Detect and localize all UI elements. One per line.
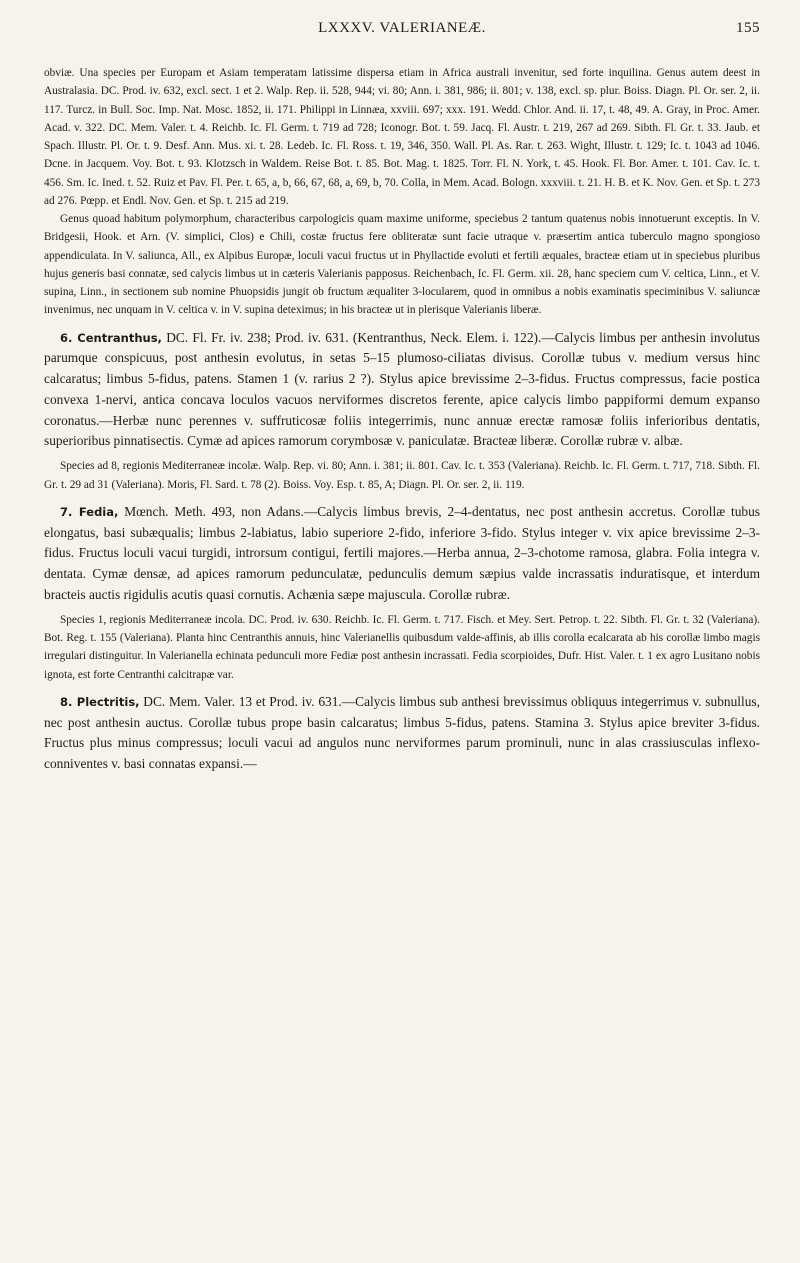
genus-heading-fedia: 7. Fedia, (60, 504, 119, 519)
running-header (44, 20, 760, 44)
plectritis-description (44, 692, 760, 775)
centranthus-description (44, 328, 760, 453)
fedia-text: Mœnch. Meth. 493, non Adans.—Calycis limbus brevis, 2–4-dentatus, nec post anthesin accretus. Corollæ tubus elongatus, basi subæqualis; limbus 2-labiatus, labio superiore 2-fido, inferiore 3-fido. Stylus integer v. vix apice brevissime 2–3-fidus. Fructus loculi vacui turgidi, introrsum contigui, fertili majores.—Herba annua, 2–3-chotome ramosa, glabra. Folia integra v. dentata. Cymæ densæ, ad apices ramorum pedunculatæ, pedunculis demum sæpius valde incrassatis induratisque, et interdum bracteis auctis rigidulis acutis quasi cornutis. Achænia sæpe majuscula. Corollæ rubræ. (44, 503, 760, 602)
genus-heading-plectritis: 8. Plectritis, (60, 694, 140, 709)
centranthus-text: DC. Fl. Fr. iv. 238; Prod. iv. 631. (Kentranthus, Neck. Elem. i. 122).—Calycis limbus per anthesin involutus parumque conspicuus, post anthesin evolutus, in setas 5–15 plumoso-ciliatas divisus. Corollæ tubus v. medium versus hinc calcaratus; limbus 5-fidus, patens. Stamen 1 (v. rarius 2 ?). Stylus apice brevissime 2–3-fidus. Fructus compressus, facie postica convexa 1-nervi, antica concava loculos vacuos nerviformes discretos ferente, apice calycis limbo pappiformi demum expanso coronatus.—Herbæ nunc perennes v. suffruticosæ foliis integerrimis, nunc annuæ erectæ ramosæ foliis inferioribus dentatis, superioribus pinnatisectis. Cymæ ad apices ramorum corymbosæ v. paniculatæ. Bracteæ liberæ. Corollæ rubræ v. albæ. (44, 329, 760, 449)
intro-paragraph: obviæ. Una species per Europam et Asiam temperatam latissime dispersa etiam in Africa australi invenitur, sed forte inquilina. Genus autem deest in Australasia. DC. Prod. iv. 632, excl. sect. 1 et 2. Walp. Rep. ii. 528, 944; vi. 80; Ann. i. 381, 986; ii. 801; v. 138, excl. sp. plur. Boiss. Diagn. Pl. Or. ser. 2, ii. 117. Turcz. in Bull. Soc. Imp. Nat. Mosc. 1852, ii. 171. Philippi in Linnæa, xxviii. 697; xxx. 191. Wedd. Chlor. And. ii. 17, t. 48, 49. A. Gray, in Proc. Amer. Acad. v. 322. DC. Mem. Valer. t. 4. Reichb. Ic. Fl. Germ. t. 719 ad 728; Iconogr. Bot. t. 59. Jacq. Fl. Austr. t. 219, 267 ad 269. Sibth. Fl. Gr. t. 33. Jaub. et Spach. Illustr. Pl. Or. t. 9. Desf. Ann. Mus. xi. t. 28. Ledeb. Ic. Fl. Ross. t. 19, 346, 350. Wall. Pl. As. Rar. t. 263. Wight, Illustr. t. 129; Ic. t. 1043 ad 1046. Dcne. in Jacquem. Voy. Bot. t. 93. Klotzsch in Waldem. Reise Bot. t. 85. Bot. Mag. t. 1825. Torr. Fl. N. York, t. 45. Hook. Fl. Bor. Amer. t. 101. Cav. Ic. t. 456. Sm. Ic. Ined. t. 52. Ruiz et Pav. Fl. Per. t. 65, a, b, 66, 67, 68, a, 69, b, 70. Colla, in Mem. Acad. Bologn. xxxviii. t. 21. H. B. et K. Nov. Gen. et Sp. t. 273 ad 276. Pœpp. et Endl. Nov. Gen. et Sp. t. 215 ad 219. (44, 67, 760, 207)
chapter-title: LXXXV. VALERIANEÆ. (318, 20, 486, 36)
fedia-description (44, 502, 760, 606)
genus-remarks-paragraph: Genus quoad habitum polymorphum, characteribus carpologicis quam maxime uniforme, speciebus 2 tantum quatenus nobis innotuerunt exceptis. In V. Bridgesii, Hook. et Arn. (V. simplici, Clos) e Chili, costæ fructus fere obliteratæ sunt facie utraque v. præsertim antica tuberculo magno spongioso appendiculata. In V. saliunca, All., ex Alpibus Europæ, loculi vacui fructus ut in Phyllactide evoluti et fertili æquales, bracteæ etiam ut in speciebus pluribus hujus generis basi connatæ, sed calycis limbus ut in cæteris Valerianis papposus. Reichenbach, Ic. Fl. Germ. xii. 28, hanc speciem cum V. celtica, Linn., et V. supina, Linn., in sectionem sub nomine Phuopsidis jungit ob fructum æqualiter 3-locularem, quod in omnibus a nobis examinatis speciminibus V. saliuncæ invenimus, nec unquam in V. celtica v. in V. supina deteximus; in his bracteæ ut in plerisque Valerianis liberæ. (44, 213, 760, 317)
plectritis-text: DC. Mem. Valer. 13 et Prod. iv. 631.—Calycis limbus sub anthesi brevissimus obliquus integerrimus v. subnullus, nec post anthesin auctus. Corollæ tubus prope basin calcaratus; limbus 5-fidus, patens. Stamina 3. Stylus apice breviter 3-fidus. Fructus plus minus compressus; loculi vacui ad angulos nunc nerviformes parum prominuli, nunc in alas crassiusculas inflexo-conniventes v. basi connatas expansi.— (44, 693, 760, 772)
fedia-species-note: Species 1, regionis Mediterraneæ incola. DC. Prod. iv. 630. Reichb. Ic. Fl. Germ. t. 717. Fisch. et Mey. Sert. Petrop. t. 22. Sibth. Fl. Gr. t. 32 (Valeriana). Bot. Reg. t. 155 (Valeriana). Planta hinc Centranthis annuis, hinc Valerianellis quibusdum valde-affinis, ab illis corolla ecalcarata ab his corollæ limbo magis irregulari distinguitur. In Valerianella echinata pedunculi more Fediæ post anthesin incrassati. Fedia scorpioides, Dufr. Hist. Valer. t. 1 ex agro Lusitano nobis ignota, est forte Centranthi calcitrapæ var. (44, 613, 760, 681)
page-number: 155 (736, 20, 760, 36)
centranthus-species-note: Species ad 8, regionis Mediterraneæ incolæ. Walp. Rep. vi. 80; Ann. i. 381; ii. 801. Cav. Ic. t. 353 (Valeriana). Reichb. Ic. Fl. Germ. t. 717, 718. Sibth. Fl. Gr. t. 29 ad 31 (Valeriana). Moris, Fl. Sard. t. 78 (2). Boiss. Voy. Esp. t. 85, A; Diagn. Pl. Or. ser. 2, ii. 119. (44, 460, 760, 491)
page-body (44, 64, 760, 775)
genus-heading-centranthus: 6. Centranthus, (60, 330, 162, 345)
